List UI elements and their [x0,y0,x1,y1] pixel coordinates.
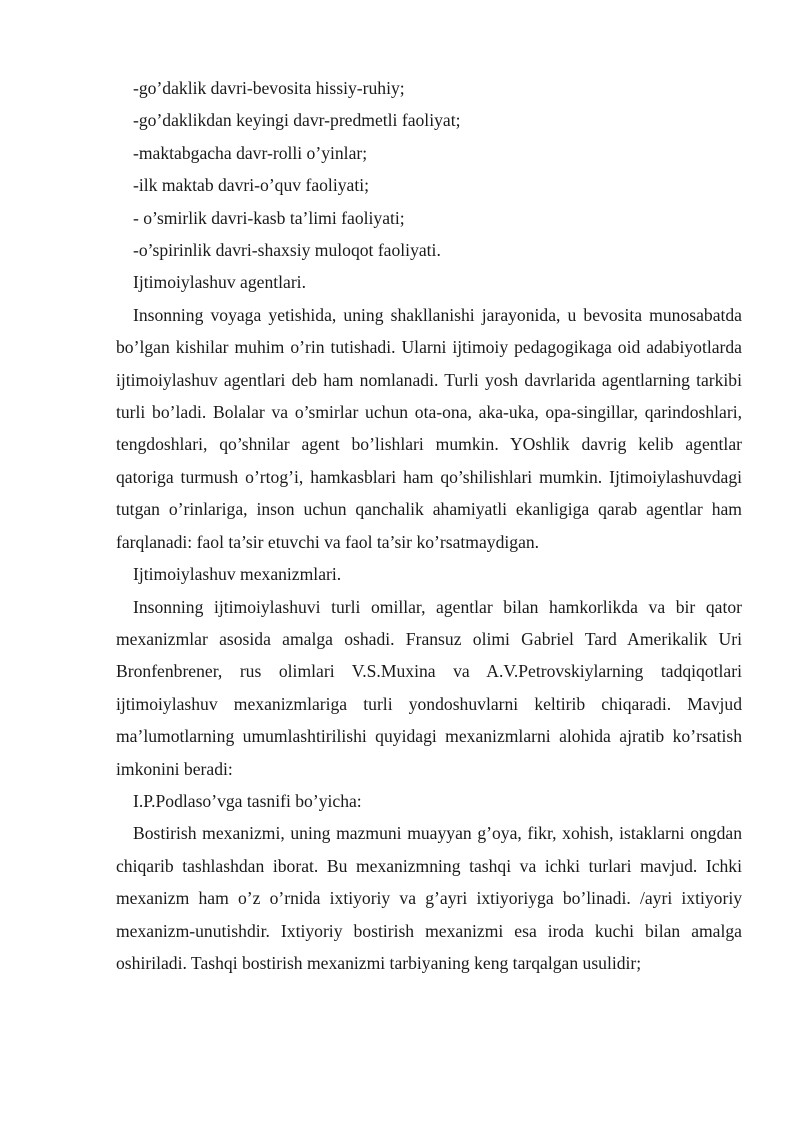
section-heading-podlaso: I.P.Podlaso’vga tasnifi bo’yicha: [133,790,362,811]
list-item: -go’daklikdan keyingi davr-predmetli faoliyat; [133,110,461,131]
paragraph-mechanisms: Insonning ijtimoiylashuvi turli omillar, agentlar bilan hamkorlikda va bir qator mexanizmlar asosida amalga oshadi. Fransuz olimi Gabriel Tard Amerikalik Uri Bronfenbrener, rus olimlari V.S.Muxina va A.V.Petrovskiylarning tadqiqotlari ijtimoiylashuv mexanizmlariga turli yondoshuvlarni keltirib chiqaradi. Mavjud ma’lumotlarning umumlashtirilishi quyidagi mexanizmlarni alohida ajratib ko’rsatish imkonini beradi: [116,596,742,779]
paragraph-suppression: Bostirish mexanizmi, uning mazmuni muayyan g’oya, fikr, xohish, istaklarni ongdan chiqarib tashlashdan iborat. Bu mexanizmning tashqi va ichki turlari mavjud. Ichki mexanizm ham o’z o’rnida ixtiyoriy va g’ayri ixtiyoriyga bo’linadi. /ayri ixtiyoriy mexanizm-unutishdir. Ixtiyoriy bostirish mexanizmi esa iroda kuchi bilan amalga oshiriladi. Tashqi bostirish mexanizmi tarbiyaning keng tarqalgan usulidir; [116,823,742,973]
list-item: -go’daklik davri-bevosita hissiy-ruhiy; [133,78,405,98]
paragraph-agents: Insonning voyaga yetishida, uning shakllanishi jarayonida, u bevosita munosabatda bo’lgan kishilar muhim o’rin tutishadi. Ularni ijtimoiy pedagogikaga oid adabiyotlarda ijtimoiylashuv agentlari deb ham nomlanadi. Turli yosh davrlarida agentlarning tarkibi turli bo’ladi. Bolalar va o’smirlar uchun ota-ona, aka-uka, opa-singillar, qarindoshlari, tengdoshlari, qo’shnilar agent bo’lishlari mumkin. YOshlik davrig kelib agentlar qatoriga turmush o’rtog’i, hamkasblari ham qo’shilishlari mumkin. Ijtimoiylashuvdagi tutgan o’rinlariga, inson uchun qanchalik ahamiyatli ekanligiga qarab agentlar ham farqlanadi: faol ta’sir etuvchi va faol ta’sir ko’rsatmaydigan. [116,304,742,552]
list-item: -maktabgacha davr-rolli o’yinlar; [133,142,368,163]
section-heading-agents: Ijtimoiylashuv agentlari. [133,272,306,293]
document-page [116,72,742,979]
list-item: -o’spirinlik davri-shaxsiy muloqot faoliyati. [133,240,441,261]
section-heading-mechanisms: Ijtimoiylashuv mexanizmlari. [133,564,342,585]
list-item: - o’smirlik davri-kasb ta’limi faoliyati; [133,207,405,228]
list-item: -ilk maktab davri-o’quv faoliyati; [133,175,369,196]
